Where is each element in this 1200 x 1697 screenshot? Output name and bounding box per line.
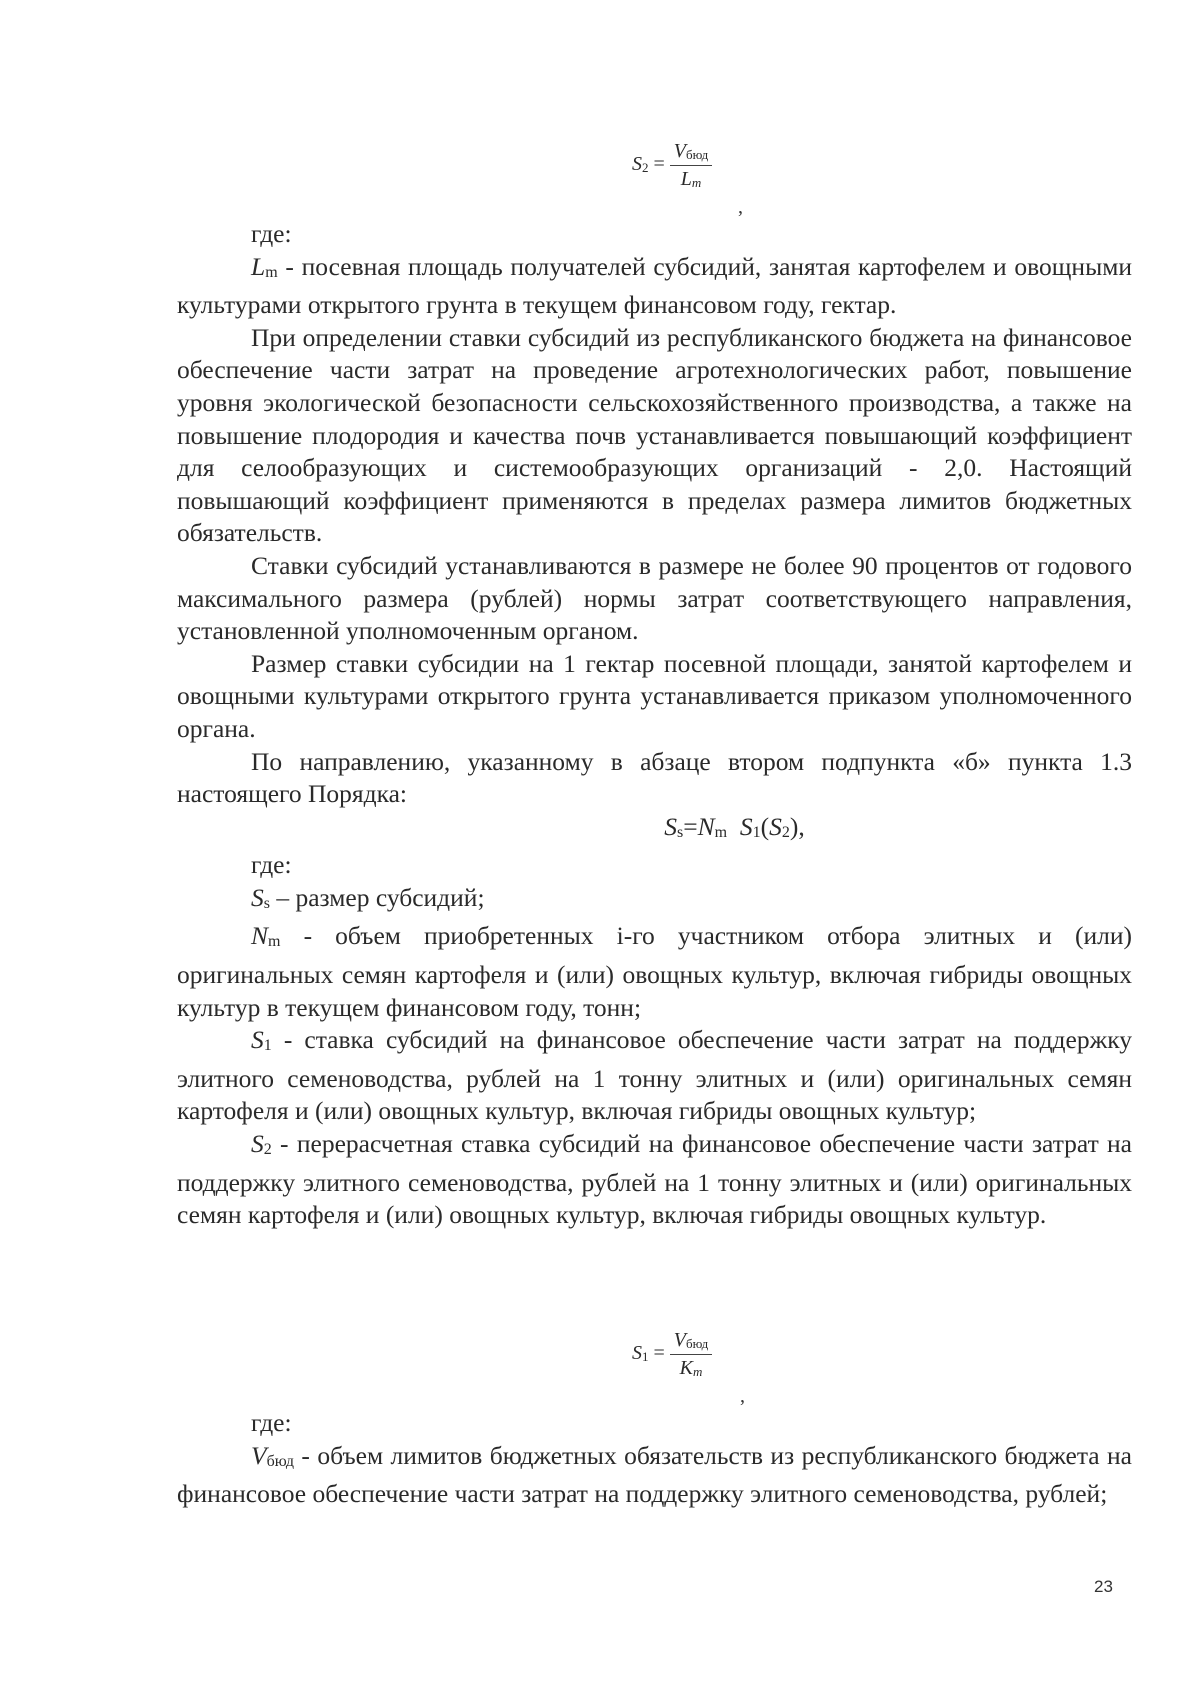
s1-definition: S1 - ставка субсидий на финансовое обеспечение части затрат на поддержку элитного семеноводства, рублей на 1 тонну элитных и (или) оригинальных семян картофеля и (или) овощных культур, включая гибриды овощных культур; bbox=[177, 1025, 1132, 1126]
formula-s2 bbox=[632, 140, 712, 191]
vbud-definition: Vбюд - объем лимитов бюджетных обязательств из республиканского бюджета на финансовое обеспечение части затрат на поддержку элитного семеноводства, рублей; bbox=[177, 1440, 1132, 1509]
paragraph-direction: По направлению, указанному в абзаце втором подпункта «б» пункта 1.3 настоящего Порядка: bbox=[177, 746, 1132, 809]
where-label-1: где: bbox=[251, 219, 292, 248]
main-text bbox=[177, 218, 1132, 1232]
formula-s2-den-sub: m bbox=[691, 175, 702, 190]
formula-s1 bbox=[632, 1329, 712, 1380]
lm-definition: Lm - посевная площадь получателей субсидий, занятая картофелем и овощными культурами открытого грунта в текущем финансовом году, гектар. bbox=[177, 251, 1132, 320]
formula-s1-den-sub: m bbox=[693, 1364, 703, 1379]
formula-s1-num: V bbox=[673, 1329, 686, 1351]
nm-definition: Nm - объем приобретенных i-го участником отбора элитных и (или) оригинальных семян картофеля и (или) овощных культур, включая гибриды овощных культур в текущем финансовом году, тонн; bbox=[177, 921, 1132, 1022]
formula-s2-den: L bbox=[680, 168, 692, 190]
ss-definition: Ss – размер субсидий; bbox=[251, 882, 485, 912]
formula-s2-lhs-sub: 2 bbox=[642, 160, 649, 176]
formula-s2-num: V bbox=[673, 140, 686, 162]
formula-s1-num-sub: бюд bbox=[686, 1336, 709, 1351]
formula-s2-comma: , bbox=[738, 196, 743, 218]
formula-s2-fraction bbox=[670, 140, 713, 191]
s2-definition: S2 - перерасчетная ставка субсидий на финансовое обеспечение части затрат на поддержку элитного семеноводства, рублей на 1 тонну элитных и (или) оригинальных семян картофеля и (или) овощных культур, включая гибриды овощных культур. bbox=[177, 1129, 1132, 1230]
paragraph-rate-size: Размер ставки субсидии на 1 гектар посевной площади, занятой картофелем и овощными культурами открытого грунта устанавливается приказом уполномоченного органа. bbox=[177, 648, 1132, 743]
formula-s1-fraction bbox=[670, 1329, 713, 1380]
paragraph-rates: Ставки субсидий устанавливаются в размере не более 90 процентов от годового максимального размера (рублей) нормы затрат соответствующего направления, установленной уполномоченным органом. bbox=[177, 550, 1132, 646]
where-label-3: где: bbox=[251, 1408, 292, 1437]
paragraph-coefficient: При определении ставки субсидий из республиканского бюджета на финансовое обеспечение части затрат на проведение агротехнологических работ, повышение уровня экологической безопасности сельскохозяйственного производства, а также на повышение плодородия и качества почв устанавливается повышающий коэффициент для селообразующих и системообразующих организаций - 2,0. Настоящий повышающий коэффициент применяются в пределах размера лимитов бюджетных обязательств. bbox=[177, 322, 1132, 548]
formula-s1-comma: , bbox=[740, 1385, 745, 1407]
formula-s1-lhs-sub: 1 bbox=[642, 1349, 649, 1365]
main-text-2 bbox=[177, 1407, 1132, 1511]
formula-s1-lhs: S bbox=[632, 1342, 642, 1365]
formula-s2-num-sub: бюд bbox=[686, 147, 709, 162]
formula-s2-lhs: S bbox=[632, 153, 642, 176]
formula-s2-eq: = bbox=[653, 153, 665, 176]
page-number: 23 bbox=[1094, 1577, 1113, 1596]
where-label-2: где: bbox=[251, 850, 292, 880]
formula-s1-eq: = bbox=[653, 1342, 665, 1365]
formula-s1-den: K bbox=[679, 1357, 693, 1379]
formula-ss: Ss=Nm S1(S2), bbox=[664, 811, 805, 841]
